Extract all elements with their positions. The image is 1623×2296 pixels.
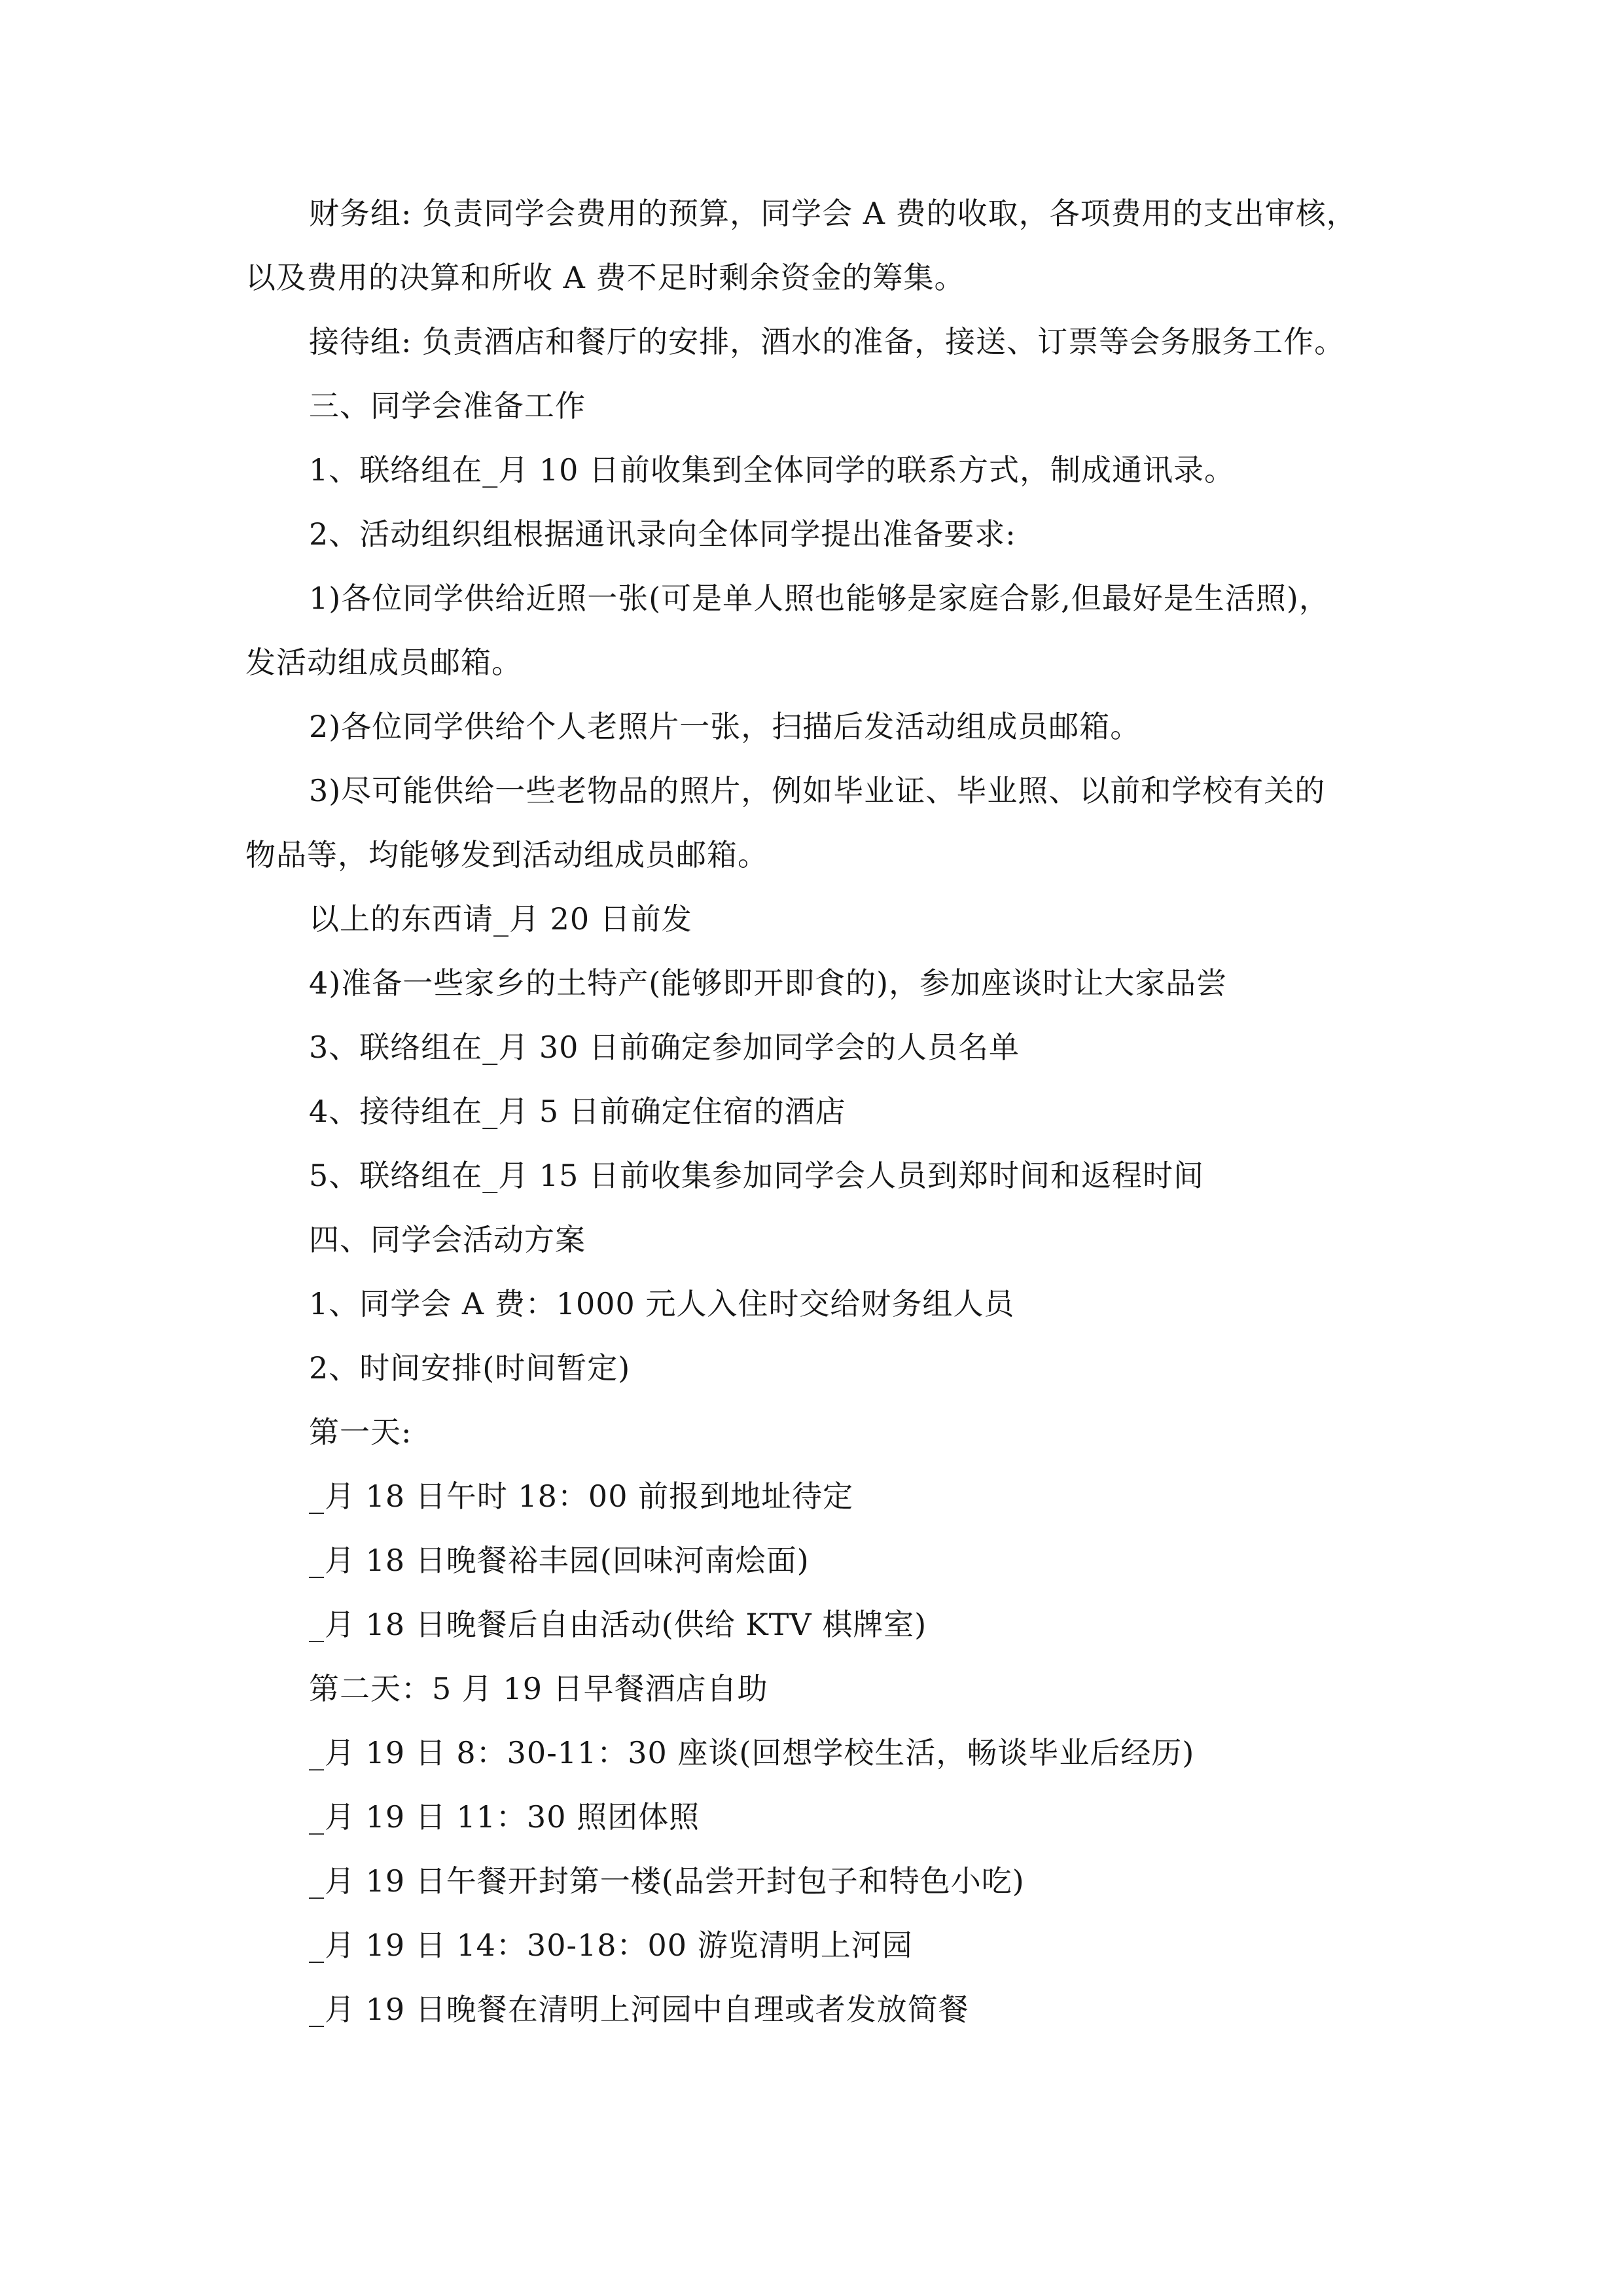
section-heading-activity-plan: 四、同学会活动方案 (309, 1222, 586, 1257)
sub-item-old-photo: 2)各位同学供给个人老照片一张，扫描后发活动组成员邮箱。 (309, 709, 1141, 744)
schedule-item: _月 19 日 14：30-18：00 游览清明上河园 (309, 1928, 913, 1963)
list-item-plan-2: 2、时间安排(时间暂定) (309, 1350, 631, 1386)
paragraph-reception-group: 接待组: 负责酒店和餐厅的安排，酒水的准备，接送、订票等会务服务工作。 (309, 324, 1346, 359)
section-heading-preparation: 三、同学会准备工作 (309, 388, 586, 423)
schedule-item: _月 19 日晚餐在清明上河园中自理或者发放简餐 (309, 1992, 969, 2027)
list-item-prep-2: 2、活动组织组根据通讯录向全体同学提出准备要求: (309, 516, 1016, 552)
list-item-prep-4: 4、接待组在_月 5 日前确定住宿的酒店 (309, 1094, 846, 1129)
paragraph-finance-group: 财务组: 负责同学会费用的预算，同学会 A 费的收取，各项费用的支出审核， (309, 196, 1357, 231)
list-item-prep-5: 5、联络组在_月 15 日前收集参加同学会人员到郑时间和返程时间 (309, 1158, 1205, 1193)
paragraph-finance-group-cont: 以及费用的决算和所收 A 费不足时剩余资金的筹集。 (245, 260, 965, 295)
schedule-item: _月 18 日晚餐裕丰园(回味河南烩面) (309, 1543, 810, 1578)
sub-item-old-items-cont: 物品等，均能够发到活动组成员邮箱。 (245, 837, 768, 872)
list-item-prep-3: 3、联络组在_月 30 日前确定参加同学会的人员名单 (309, 1030, 1020, 1065)
schedule-item: _月 19 日 11：30 照团体照 (309, 1799, 700, 1835)
sub-item-old-items: 3)尽可能供给一些老物品的照片，例如毕业证、毕业照、以前和学校有关的 (309, 773, 1326, 808)
sub-item-local-specialty: 4)准备一些家乡的土特产(能够即开即食的)，参加座谈时让大家品尝 (309, 965, 1228, 1001)
list-item-prep-1: 1、联络组在_月 10 日前收集到全体同学的联系方式，制成通讯录。 (309, 452, 1236, 488)
schedule-item: _月 19 日午餐开封第一楼(品尝开封包子和特色小吃) (309, 1863, 1025, 1899)
list-item-plan-1: 1、同学会 A 费：1000 元人入住时交给财务组人员 (309, 1286, 1015, 1321)
day-heading-second: 第二天：5 月 19 日早餐酒店自助 (309, 1671, 768, 1706)
schedule-item: _月 18 日晚餐后自由活动(供给 KTV 棋牌室) (309, 1607, 927, 1642)
paragraph-deadline: 以上的东西请_月 20 日前发 (309, 901, 692, 937)
sub-item-photo-cont: 发活动组成员邮箱。 (245, 645, 522, 680)
sub-item-photo: 1)各位同学供给近照一张(可是单人照也能够是家庭合影,但最好是生活照)， (309, 581, 1330, 616)
schedule-item: _月 18 日午时 18：00 前报到地址待定 (309, 1479, 854, 1514)
day-heading-first: 第一天: (309, 1414, 412, 1450)
schedule-item: _月 19 日 8：30-11：30 座谈(回想学校生活，畅谈毕业后经历) (309, 1735, 1195, 1770)
